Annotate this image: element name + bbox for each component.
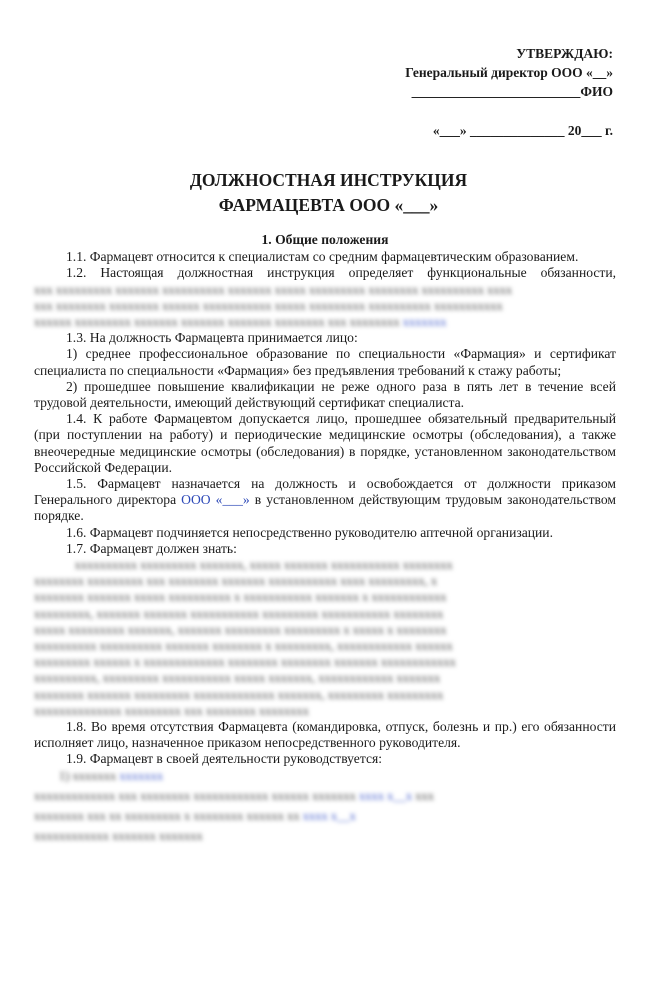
paragraph-1-7: 1.7. Фармацевт должен знать: (66, 540, 237, 556)
paragraph-1-8: 1.8. Во время отсутствия Фармацевта (командировка, отпуск, болезнь и пр.) его обязанности исполняет лицо, назначенное приказом непосредственного руководителя. (34, 718, 616, 751)
title-line-2: ФАРМАЦЕВТА ООО «___» (218, 195, 439, 215)
paragraph-1-1: 1.1. Фармацевт относится к специалистам со средним фармацевтическим образованием. (66, 249, 579, 265)
paragraph-1-3-2: 2) прошедшее повышение квалификации не реже одного раза в пять лет в течение всей трудовой деятельности, имеющий действующий сертификат специалиста. (34, 378, 616, 410)
paragraph-1-3-1: 1) среднее профессиональное образование по специальности «Фармация» и сертификат специалиста по специальности «Фармация» без предъявления требований к стажу работы; (34, 346, 616, 378)
paragraph-1-4: 1.4. К работе Фармацевтом допускается лицо, прошедшее обязательный предварительный (при поступлении на работу) и периодические медицинские осмотры (обследования), а также внеочередные медицинские осмотры (обследования) в порядке, установленном законодательством Российской Федерации. (34, 411, 616, 475)
approval-block (405, 44, 613, 140)
approval-signature-line: _________________________ФИО (411, 84, 613, 99)
paragraph-1-5-end: в установленном действующим трудовым законодательством порядке. (34, 492, 616, 524)
paragraph-1-3: 1.3. На должность Фармацевта принимается лицо: (66, 330, 358, 346)
blurred-text-block-2: хххххххххх ххххххххх ххххххх, ххххх ххххххх ххххххххххх хххххххх хххххххх ххххххххх ххх хххххххх ххххххх ххххххххххх хххх ххххххххх, х хххххххх ххххххх ххххх хххххххххх х ххххххххххх ххххххх х хххххххххххх ххххххххх, ххххххх ххххххх ххххххххххх ххххххххх ххххххххххх хххххххх ххххх ххххххххх ххххххх, ххххххх ххххххххх ххххххххх х ххххх х хххххххх хххххххххх хххххххххх ххххххх хххххххх х ххххххххх, хххххххххххх хххххх ххххххххх хххххх х ххххххххххххх хххххххх хххххххх ххххххх хххххххххххх хххххххххх, ххххххххх ххххххххххх ххххх ххххххх, хххххххххххх ххххххх хххххххх ххххххх ххххххххх ххххххххххххх ххххххх, ххххххххх ххххххххх хххххххххххххх ххххххххх ххх хххххххх хххххххх (34, 558, 456, 718)
approval-date: «___» ______________ 20___ г. (432, 123, 613, 138)
approval-position: Генеральный директор ООО «__» (405, 65, 613, 80)
document-body (34, 232, 616, 844)
title-line-1: ДОЛЖНОСТНАЯ ИНСТРУКЦИЯ (189, 170, 468, 190)
blurred-text-block-3: 1) ххххххх ххххххх ххххххххххххх ххх хххххххх хххххххххххх хххххх ххххххх хххх х__х ххх хххххххх ххх хх ххххххххх х хххххххх хххххх хх хххх х__х хххххххххххх ххххххх ххххххх (34, 768, 434, 844)
blurred-text-block-1: ххх ххххххххх ххххххх хххххххххх ххххххх ххххх ххххххххх хххххххх хххххххххх хххх ххх хххххххх хххххххх хххххх ххххххххххх ххххх ххххххххх хххххххххх ххххххххххх хххххх ххххххххх ххххххх ххххххх ххххххх хххххххх ххх хххххххх ххххххх (34, 282, 513, 329)
approval-heading: УТВЕРЖДАЮ: (516, 46, 613, 61)
paragraph-1-5 (34, 476, 616, 525)
paragraph-1-9: 1.9. Фармацевт в своей деятельности руководствуется: (66, 751, 383, 767)
paragraph-1-5-start: 1.5. Фармацевт назначается на должность и освобождается от должности приказом Генерального директора (34, 476, 616, 508)
paragraph-1-6: 1.6. Фармацевт подчиняется непосредственно руководителю аптечной организации. (66, 524, 553, 540)
section-heading: 1. Общие положения (261, 232, 389, 247)
document-title (0, 168, 657, 218)
paragraph-1-2: 1.2. Настоящая должностная инструкция определяет функциональные обязанности, (66, 265, 616, 281)
company-link[interactable]: ООО «___» (181, 492, 250, 508)
